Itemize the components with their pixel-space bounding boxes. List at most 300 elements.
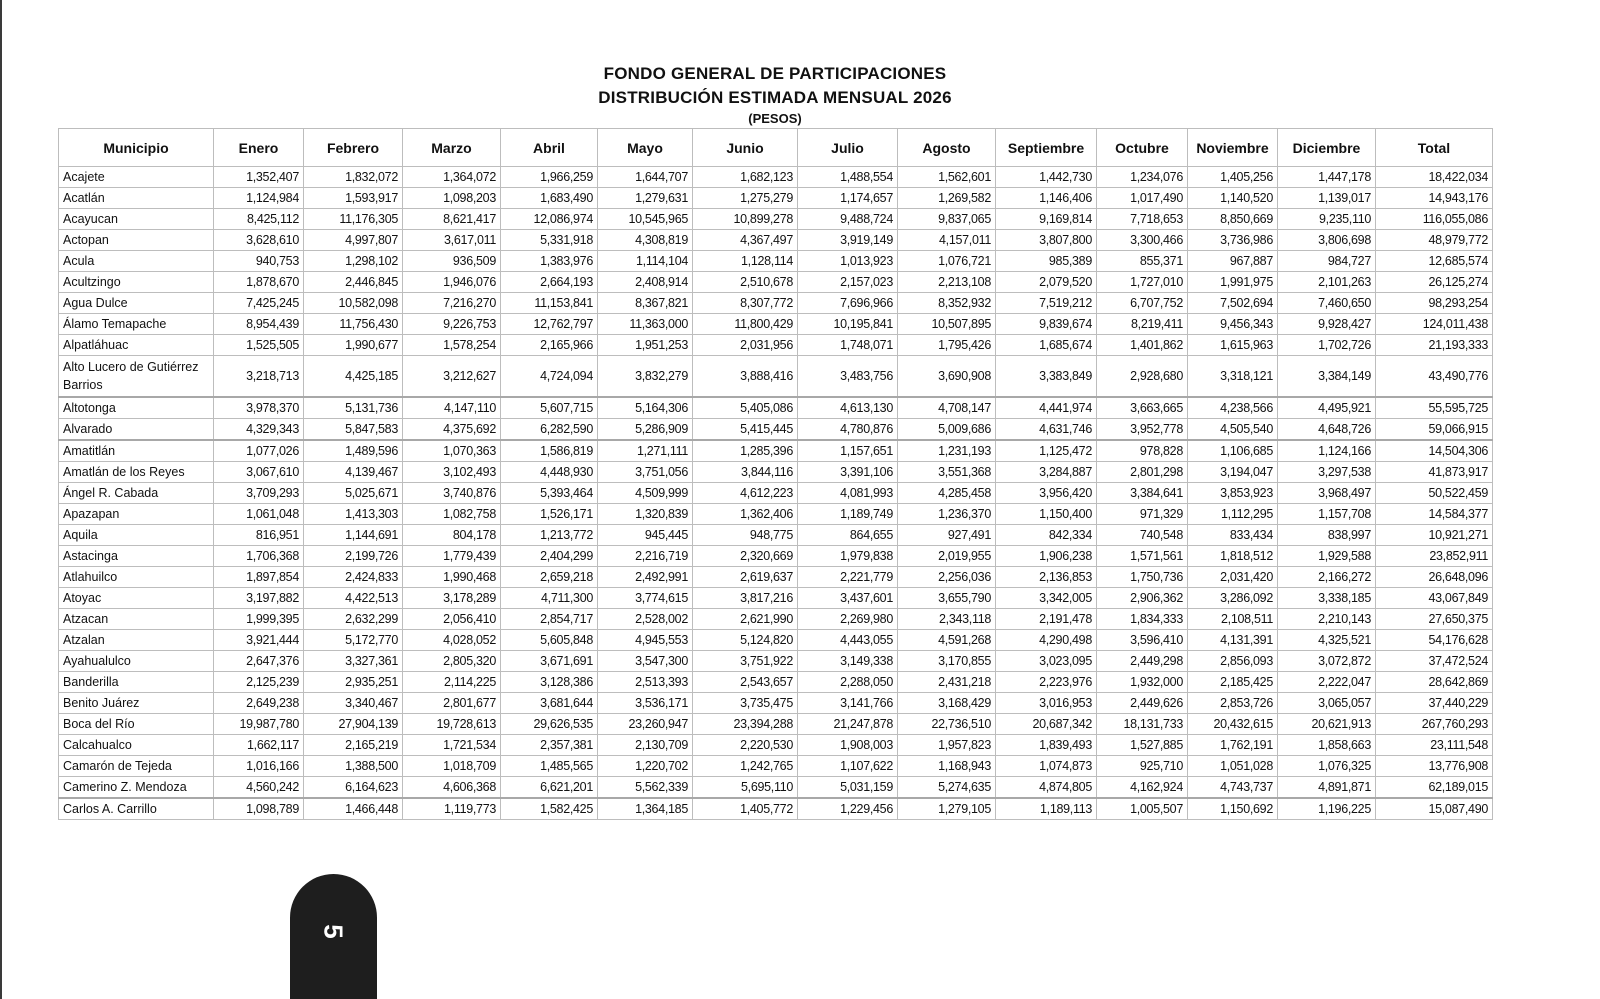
month-value-cell: 1,128,114: [693, 251, 798, 272]
municipio-cell: Acultzingo: [59, 272, 214, 293]
month-value-cell: 5,031,159: [798, 777, 898, 799]
table-row: [59, 651, 1493, 672]
month-value-cell: 2,343,118: [898, 609, 996, 630]
month-value-cell: 3,342,005: [996, 588, 1097, 609]
month-value-cell: 1,364,072: [403, 167, 501, 188]
total-cell: 18,422,034: [1376, 167, 1493, 188]
month-value-cell: 1,682,123: [693, 167, 798, 188]
month-value-cell: 1,383,976: [501, 251, 598, 272]
month-value-cell: 1,125,472: [996, 440, 1097, 462]
month-value-cell: 1,107,622: [798, 756, 898, 777]
month-value-cell: 5,164,306: [598, 397, 693, 419]
document-header: [0, 62, 1550, 127]
month-value-cell: 1,578,254: [403, 335, 501, 356]
month-value-cell: 1,929,588: [1278, 546, 1376, 567]
month-value-cell: 3,218,713: [214, 356, 304, 398]
total-cell: 14,943,176: [1376, 188, 1493, 209]
month-value-cell: 2,632,299: [304, 609, 403, 630]
month-value-cell: 11,800,429: [693, 314, 798, 335]
month-value-cell: 3,178,289: [403, 588, 501, 609]
month-value-cell: 1,966,259: [501, 167, 598, 188]
month-value-cell: 1,271,111: [598, 440, 693, 462]
municipio-cell: Alvarado: [59, 419, 214, 441]
municipio-cell: Banderilla: [59, 672, 214, 693]
municipio-cell: Agua Dulce: [59, 293, 214, 314]
month-value-cell: 3,340,467: [304, 693, 403, 714]
month-value-cell: 3,978,370: [214, 397, 304, 419]
month-value-cell: 5,331,918: [501, 230, 598, 251]
total-cell: 43,490,776: [1376, 356, 1493, 398]
month-value-cell: 3,194,047: [1188, 462, 1278, 483]
month-value-cell: 1,999,395: [214, 609, 304, 630]
table-row: [59, 397, 1493, 419]
column-header-noviembre: Noviembre: [1188, 129, 1278, 167]
month-value-cell: 3,774,615: [598, 588, 693, 609]
month-value-cell: 1,279,105: [898, 798, 996, 820]
month-value-cell: 8,352,932: [898, 293, 996, 314]
month-value-cell: 838,997: [1278, 525, 1376, 546]
month-value-cell: 2,166,272: [1278, 567, 1376, 588]
month-value-cell: 2,130,709: [598, 735, 693, 756]
month-value-cell: 2,801,677: [403, 693, 501, 714]
total-cell: 48,979,772: [1376, 230, 1493, 251]
month-value-cell: 1,229,456: [798, 798, 898, 820]
month-value-cell: 1,906,238: [996, 546, 1097, 567]
month-value-cell: 2,446,845: [304, 272, 403, 293]
month-value-cell: 2,543,657: [693, 672, 798, 693]
month-value-cell: 4,891,871: [1278, 777, 1376, 799]
month-value-cell: 1,762,191: [1188, 735, 1278, 756]
month-value-cell: 1,401,862: [1097, 335, 1188, 356]
total-cell: 55,595,725: [1376, 397, 1493, 419]
month-value-cell: 1,586,819: [501, 440, 598, 462]
month-value-cell: 2,136,853: [996, 567, 1097, 588]
month-value-cell: 4,139,467: [304, 462, 403, 483]
month-value-cell: 3,690,908: [898, 356, 996, 398]
month-value-cell: 1,016,166: [214, 756, 304, 777]
month-value-cell: 4,162,924: [1097, 777, 1188, 799]
month-value-cell: 1,018,709: [403, 756, 501, 777]
page-left-edge: [0, 0, 2, 999]
month-value-cell: 9,235,110: [1278, 209, 1376, 230]
month-value-cell: 1,562,601: [898, 167, 996, 188]
month-value-cell: 2,031,420: [1188, 567, 1278, 588]
month-value-cell: 20,432,615: [1188, 714, 1278, 735]
month-value-cell: 18,131,733: [1097, 714, 1188, 735]
month-value-cell: 1,189,749: [798, 504, 898, 525]
month-value-cell: 984,727: [1278, 251, 1376, 272]
month-value-cell: 3,141,766: [798, 693, 898, 714]
month-value-cell: 2,619,637: [693, 567, 798, 588]
month-value-cell: 3,212,627: [403, 356, 501, 398]
month-value-cell: 2,165,219: [304, 735, 403, 756]
month-value-cell: 2,856,093: [1188, 651, 1278, 672]
month-value-cell: 3,128,386: [501, 672, 598, 693]
month-value-cell: 2,216,719: [598, 546, 693, 567]
month-value-cell: 5,847,583: [304, 419, 403, 441]
month-value-cell: 740,548: [1097, 525, 1188, 546]
total-cell: 12,685,574: [1376, 251, 1493, 272]
table-header-row: [59, 129, 1493, 167]
month-value-cell: 1,150,692: [1188, 798, 1278, 820]
column-header-municipio: Municipio: [59, 129, 214, 167]
month-value-cell: 20,687,342: [996, 714, 1097, 735]
month-value-cell: 3,383,849: [996, 356, 1097, 398]
month-value-cell: 29,626,535: [501, 714, 598, 735]
month-value-cell: 2,288,050: [798, 672, 898, 693]
month-value-cell: 2,031,956: [693, 335, 798, 356]
month-value-cell: 1,076,721: [898, 251, 996, 272]
month-value-cell: 4,238,566: [1188, 397, 1278, 419]
month-value-cell: 4,081,993: [798, 483, 898, 504]
table-row: [59, 462, 1493, 483]
total-cell: 10,921,271: [1376, 525, 1493, 546]
month-value-cell: 2,108,511: [1188, 609, 1278, 630]
column-header-enero: Enero: [214, 129, 304, 167]
column-header-octubre: Octubre: [1097, 129, 1188, 167]
month-value-cell: 1,721,534: [403, 735, 501, 756]
month-value-cell: 3,663,665: [1097, 397, 1188, 419]
month-value-cell: 2,801,298: [1097, 462, 1188, 483]
table-row: [59, 735, 1493, 756]
total-cell: 15,087,490: [1376, 798, 1493, 820]
month-value-cell: 1,082,758: [403, 504, 501, 525]
month-value-cell: 11,363,000: [598, 314, 693, 335]
month-value-cell: 4,708,147: [898, 397, 996, 419]
month-value-cell: 4,441,974: [996, 397, 1097, 419]
month-value-cell: 2,125,239: [214, 672, 304, 693]
month-value-cell: 4,743,737: [1188, 777, 1278, 799]
month-value-cell: 1,662,117: [214, 735, 304, 756]
month-value-cell: 2,621,990: [693, 609, 798, 630]
table-row: [59, 756, 1493, 777]
column-header-julio: Julio: [798, 129, 898, 167]
month-value-cell: 1,466,448: [304, 798, 403, 820]
month-value-cell: 1,124,166: [1278, 440, 1376, 462]
month-value-cell: 4,308,819: [598, 230, 693, 251]
page-number: 5: [319, 924, 349, 939]
month-value-cell: 978,828: [1097, 440, 1188, 462]
month-value-cell: 3,832,279: [598, 356, 693, 398]
total-cell: 59,066,915: [1376, 419, 1493, 441]
month-value-cell: 1,168,943: [898, 756, 996, 777]
table-row: [59, 567, 1493, 588]
municipio-cell: Apazapan: [59, 504, 214, 525]
month-value-cell: 4,448,930: [501, 462, 598, 483]
month-value-cell: 1,405,256: [1188, 167, 1278, 188]
month-value-cell: 1,702,726: [1278, 335, 1376, 356]
month-value-cell: 1,946,076: [403, 272, 501, 293]
month-value-cell: 3,072,872: [1278, 651, 1376, 672]
month-value-cell: 8,219,411: [1097, 314, 1188, 335]
month-value-cell: 3,168,429: [898, 693, 996, 714]
month-value-cell: 3,286,092: [1188, 588, 1278, 609]
month-value-cell: 1,106,685: [1188, 440, 1278, 462]
month-value-cell: 1,683,490: [501, 188, 598, 209]
month-value-cell: 1,005,507: [1097, 798, 1188, 820]
municipio-cell: Atzalan: [59, 630, 214, 651]
table-row: [59, 230, 1493, 251]
month-value-cell: 4,028,052: [403, 630, 501, 651]
month-value-cell: 1,196,225: [1278, 798, 1376, 820]
month-value-cell: 1,779,439: [403, 546, 501, 567]
month-value-cell: 1,957,823: [898, 735, 996, 756]
month-value-cell: 2,424,833: [304, 567, 403, 588]
municipio-cell: Aquila: [59, 525, 214, 546]
total-cell: 14,584,377: [1376, 504, 1493, 525]
month-value-cell: 5,695,110: [693, 777, 798, 799]
month-value-cell: 855,371: [1097, 251, 1188, 272]
table-row: [59, 440, 1493, 462]
month-value-cell: 4,325,521: [1278, 630, 1376, 651]
month-value-cell: 3,437,601: [798, 588, 898, 609]
month-value-cell: 4,560,242: [214, 777, 304, 799]
month-value-cell: 5,025,671: [304, 483, 403, 504]
month-value-cell: 7,216,270: [403, 293, 501, 314]
month-value-cell: 971,329: [1097, 504, 1188, 525]
month-value-cell: 2,408,914: [598, 272, 693, 293]
month-value-cell: 3,735,475: [693, 693, 798, 714]
month-value-cell: 842,334: [996, 525, 1097, 546]
month-value-cell: 2,019,955: [898, 546, 996, 567]
month-value-cell: 9,169,814: [996, 209, 1097, 230]
month-value-cell: 1,070,363: [403, 440, 501, 462]
month-value-cell: 2,404,299: [501, 546, 598, 567]
month-value-cell: 940,753: [214, 251, 304, 272]
month-value-cell: 936,509: [403, 251, 501, 272]
month-value-cell: 4,147,110: [403, 397, 501, 419]
month-value-cell: 4,375,692: [403, 419, 501, 441]
total-cell: 14,504,306: [1376, 440, 1493, 462]
month-value-cell: 10,195,841: [798, 314, 898, 335]
total-cell: 26,648,096: [1376, 567, 1493, 588]
month-value-cell: 7,519,212: [996, 293, 1097, 314]
month-value-cell: 7,460,650: [1278, 293, 1376, 314]
month-value-cell: 985,389: [996, 251, 1097, 272]
municipio-cell: Atlahuilco: [59, 567, 214, 588]
month-value-cell: 1,061,048: [214, 504, 304, 525]
month-value-cell: 4,613,130: [798, 397, 898, 419]
month-value-cell: 1,858,663: [1278, 735, 1376, 756]
month-value-cell: 7,425,245: [214, 293, 304, 314]
month-value-cell: 1,979,838: [798, 546, 898, 567]
month-value-cell: 2,114,225: [403, 672, 501, 693]
participaciones-table: [58, 128, 1493, 820]
month-value-cell: 3,300,466: [1097, 230, 1188, 251]
municipio-cell: Acatlán: [59, 188, 214, 209]
month-value-cell: 3,751,922: [693, 651, 798, 672]
month-value-cell: 1,320,839: [598, 504, 693, 525]
month-value-cell: 10,899,278: [693, 209, 798, 230]
month-value-cell: 1,213,772: [501, 525, 598, 546]
month-value-cell: 1,352,407: [214, 167, 304, 188]
total-cell: 98,293,254: [1376, 293, 1493, 314]
month-value-cell: 4,422,513: [304, 588, 403, 609]
municipio-cell: Alto Lucero de Gutiérrez Barrios: [59, 356, 214, 398]
table-row: [59, 609, 1493, 630]
month-value-cell: 1,442,730: [996, 167, 1097, 188]
month-value-cell: 3,197,882: [214, 588, 304, 609]
month-value-cell: 10,582,098: [304, 293, 403, 314]
month-value-cell: 4,648,726: [1278, 419, 1376, 441]
month-value-cell: 3,671,691: [501, 651, 598, 672]
month-value-cell: 1,951,253: [598, 335, 693, 356]
month-value-cell: 5,131,736: [304, 397, 403, 419]
month-value-cell: 5,607,715: [501, 397, 598, 419]
month-value-cell: 2,191,478: [996, 609, 1097, 630]
month-value-cell: 8,850,669: [1188, 209, 1278, 230]
total-cell: 27,650,375: [1376, 609, 1493, 630]
month-value-cell: 11,153,841: [501, 293, 598, 314]
month-value-cell: 4,945,553: [598, 630, 693, 651]
month-value-cell: 2,431,218: [898, 672, 996, 693]
month-value-cell: 2,449,626: [1097, 693, 1188, 714]
table-row: [59, 167, 1493, 188]
month-value-cell: 2,269,980: [798, 609, 898, 630]
total-cell: 37,440,229: [1376, 693, 1493, 714]
month-value-cell: 1,571,561: [1097, 546, 1188, 567]
month-value-cell: 3,952,778: [1097, 419, 1188, 441]
month-value-cell: 2,320,669: [693, 546, 798, 567]
month-value-cell: 9,456,343: [1188, 314, 1278, 335]
month-value-cell: 19,987,780: [214, 714, 304, 735]
month-value-cell: 4,285,458: [898, 483, 996, 504]
table-row: [59, 419, 1493, 441]
month-value-cell: 1,234,076: [1097, 167, 1188, 188]
month-value-cell: 3,338,185: [1278, 588, 1376, 609]
month-value-cell: 1,706,368: [214, 546, 304, 567]
month-value-cell: 2,528,002: [598, 609, 693, 630]
month-value-cell: 11,756,430: [304, 314, 403, 335]
month-value-cell: 5,172,770: [304, 630, 403, 651]
month-value-cell: 6,707,752: [1097, 293, 1188, 314]
month-value-cell: 3,536,171: [598, 693, 693, 714]
month-value-cell: 2,210,143: [1278, 609, 1376, 630]
month-value-cell: 3,844,116: [693, 462, 798, 483]
month-value-cell: 4,606,368: [403, 777, 501, 799]
month-value-cell: 10,507,895: [898, 314, 996, 335]
month-value-cell: 6,164,623: [304, 777, 403, 799]
municipio-cell: Astacinga: [59, 546, 214, 567]
month-value-cell: 3,921,444: [214, 630, 304, 651]
municipio-cell: Altotonga: [59, 397, 214, 419]
month-value-cell: 3,170,855: [898, 651, 996, 672]
column-header-abril: Abril: [501, 129, 598, 167]
month-value-cell: 4,443,055: [798, 630, 898, 651]
month-value-cell: 1,051,028: [1188, 756, 1278, 777]
month-value-cell: 7,696,966: [798, 293, 898, 314]
month-value-cell: 7,718,653: [1097, 209, 1188, 230]
month-value-cell: 3,806,698: [1278, 230, 1376, 251]
month-value-cell: 2,223,976: [996, 672, 1097, 693]
month-value-cell: 1,144,691: [304, 525, 403, 546]
month-value-cell: 4,425,185: [304, 356, 403, 398]
month-value-cell: 4,591,268: [898, 630, 996, 651]
month-value-cell: 4,780,876: [798, 419, 898, 441]
month-value-cell: 1,013,923: [798, 251, 898, 272]
table-row: [59, 630, 1493, 651]
month-value-cell: 1,832,072: [304, 167, 403, 188]
total-cell: 23,852,911: [1376, 546, 1493, 567]
document-title: FONDO GENERAL DE PARTICIPACIONES: [603, 64, 947, 83]
month-value-cell: 12,762,797: [501, 314, 598, 335]
month-value-cell: 8,621,417: [403, 209, 501, 230]
month-value-cell: 4,612,223: [693, 483, 798, 504]
month-value-cell: 3,919,149: [798, 230, 898, 251]
month-value-cell: 1,298,102: [304, 251, 403, 272]
month-value-cell: 3,817,216: [693, 588, 798, 609]
month-value-cell: 4,131,391: [1188, 630, 1278, 651]
month-value-cell: 8,425,112: [214, 209, 304, 230]
table-row: [59, 798, 1493, 820]
month-value-cell: 1,242,765: [693, 756, 798, 777]
month-value-cell: 1,174,657: [798, 188, 898, 209]
month-value-cell: 927,491: [898, 525, 996, 546]
month-value-cell: 1,526,171: [501, 504, 598, 525]
total-cell: 43,067,849: [1376, 588, 1493, 609]
municipio-cell: Acajete: [59, 167, 214, 188]
month-value-cell: 4,631,746: [996, 419, 1097, 441]
municipio-cell: Ángel R. Cabada: [59, 483, 214, 504]
month-value-cell: 9,226,753: [403, 314, 501, 335]
month-value-cell: 1,485,565: [501, 756, 598, 777]
month-value-cell: 3,016,953: [996, 693, 1097, 714]
total-cell: 28,642,869: [1376, 672, 1493, 693]
month-value-cell: 3,968,497: [1278, 483, 1376, 504]
total-cell: 21,193,333: [1376, 335, 1493, 356]
month-value-cell: 1,364,185: [598, 798, 693, 820]
month-value-cell: 3,297,538: [1278, 462, 1376, 483]
month-value-cell: 967,887: [1188, 251, 1278, 272]
month-value-cell: 5,009,686: [898, 419, 996, 441]
table-row: [59, 672, 1493, 693]
month-value-cell: 2,647,376: [214, 651, 304, 672]
month-value-cell: 2,185,425: [1188, 672, 1278, 693]
month-value-cell: 2,664,193: [501, 272, 598, 293]
month-value-cell: 9,488,724: [798, 209, 898, 230]
month-value-cell: 5,405,086: [693, 397, 798, 419]
month-value-cell: 1,124,984: [214, 188, 304, 209]
municipio-cell: Álamo Temapache: [59, 314, 214, 335]
month-value-cell: 1,644,707: [598, 167, 693, 188]
municipio-cell: Carlos A. Carrillo: [59, 798, 214, 820]
municipio-cell: Amatlán de los Reyes: [59, 462, 214, 483]
month-value-cell: 2,221,779: [798, 567, 898, 588]
month-value-cell: 3,888,416: [693, 356, 798, 398]
month-value-cell: 3,736,986: [1188, 230, 1278, 251]
column-header-junio: Junio: [693, 129, 798, 167]
municipio-cell: Camarón de Tejeda: [59, 756, 214, 777]
month-value-cell: 3,483,756: [798, 356, 898, 398]
total-cell: 50,522,459: [1376, 483, 1493, 504]
month-value-cell: 2,079,520: [996, 272, 1097, 293]
total-cell: 267,760,293: [1376, 714, 1493, 735]
month-value-cell: 816,951: [214, 525, 304, 546]
month-value-cell: 1,839,493: [996, 735, 1097, 756]
month-value-cell: 4,509,999: [598, 483, 693, 504]
month-value-cell: 2,854,717: [501, 609, 598, 630]
month-value-cell: 2,222,047: [1278, 672, 1376, 693]
month-value-cell: 4,874,805: [996, 777, 1097, 799]
month-value-cell: 2,649,238: [214, 693, 304, 714]
month-value-cell: 1,140,520: [1188, 188, 1278, 209]
month-value-cell: 1,795,426: [898, 335, 996, 356]
month-value-cell: 20,621,913: [1278, 714, 1376, 735]
month-value-cell: 8,367,821: [598, 293, 693, 314]
month-value-cell: 1,878,670: [214, 272, 304, 293]
month-value-cell: 9,928,427: [1278, 314, 1376, 335]
month-value-cell: 1,748,071: [798, 335, 898, 356]
